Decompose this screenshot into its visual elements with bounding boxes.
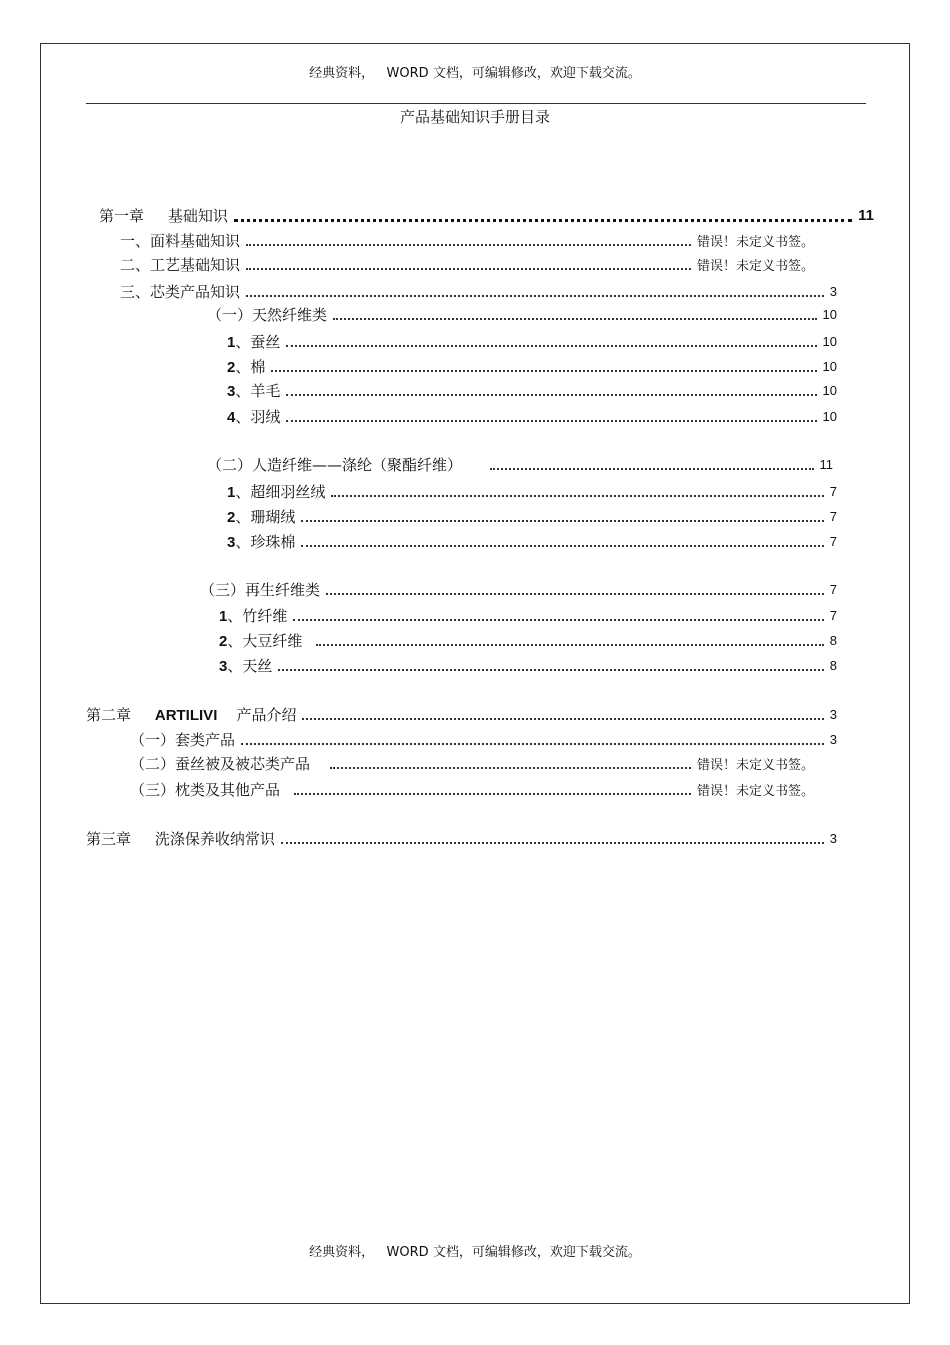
toc-entry-pillow-products[interactable] — [130, 778, 814, 800]
leader-dots — [246, 244, 691, 246]
entry-number: 3 — [227, 382, 236, 400]
leader-dots — [331, 495, 823, 497]
toc-entry-tencel[interactable] — [219, 654, 837, 676]
leader-dots — [241, 743, 824, 745]
leader-dots — [301, 520, 823, 522]
entry-label: （三）枕类及其他产品 — [130, 780, 281, 799]
entry-number: 1 — [227, 333, 236, 351]
entry-number: 1 — [219, 607, 228, 625]
toc-entry-set-products[interactable] — [130, 728, 837, 750]
chapter-number: 第二章 — [86, 705, 132, 724]
page-number: 错误！未定义书签。 — [696, 757, 814, 773]
toc-entry-core-products[interactable] — [120, 280, 837, 302]
entry-label: 、羽绒 — [235, 407, 281, 426]
page-number: 10 — [822, 306, 837, 322]
chapter-title: 洗涤保养收纳常识 — [154, 829, 275, 848]
leader-dots — [246, 268, 691, 270]
entry-label: 一、面料基础知识 — [120, 231, 241, 250]
page-number: 10 — [822, 333, 837, 349]
page-title: 产品基础知识手册目录 — [399, 108, 550, 126]
page-number: 7 — [829, 607, 837, 623]
chapter-number: 第三章 — [86, 829, 132, 848]
toc-entry-fabric-basics[interactable] — [120, 229, 814, 251]
entry-number: 2 — [219, 632, 228, 650]
leader-dots — [316, 644, 823, 646]
entry-number: 3 — [219, 657, 228, 675]
leader-dots — [271, 370, 816, 372]
entry-label: （一）天然纤维类 — [207, 305, 328, 324]
page-number: 3 — [829, 283, 837, 299]
entry-number: 3 — [227, 533, 236, 551]
page-number: 7 — [829, 483, 837, 499]
page-footer: 经典资料， WORD 文档，可编辑修改，欢迎下载交流。 — [309, 1245, 641, 1260]
page-number: 7 — [829, 533, 837, 549]
leader-dots — [333, 318, 817, 320]
leader-dots — [278, 669, 823, 671]
page-number: 错误！未定义书签。 — [696, 783, 814, 799]
chapter-title: 基础知识 — [167, 206, 228, 225]
leader-dots — [286, 345, 816, 347]
entry-label: 、珊瑚绒 — [235, 507, 296, 526]
header-rule — [86, 103, 866, 104]
leader-dots — [293, 619, 823, 621]
toc-entry-down[interactable] — [227, 405, 837, 427]
entry-label: （一）套类产品 — [130, 730, 236, 749]
leader-dots — [330, 767, 691, 769]
leader-dots — [301, 545, 823, 547]
entry-label: 、珍珠棉 — [235, 532, 296, 551]
toc-entry-natural-fibers[interactable] — [207, 303, 837, 325]
page-number: 3 — [829, 830, 837, 846]
toc-entry-quilt-products[interactable] — [130, 752, 814, 774]
page-number: 11 — [819, 456, 833, 472]
chapter-number: 第一章 — [99, 206, 145, 225]
toc-entry-wool[interactable] — [227, 379, 837, 401]
page-number: 10 — [822, 382, 837, 398]
page-number: 7 — [829, 581, 837, 597]
page-header: 经典资料， WORD 文档，可编辑修改，欢迎下载交流。 — [309, 66, 641, 81]
leader-dots — [490, 468, 813, 470]
page-number: 10 — [822, 408, 837, 424]
toc-entry-silk[interactable] — [227, 330, 837, 352]
toc-entry-synthetic-fibers[interactable] — [207, 453, 833, 475]
entry-number: 2 — [227, 508, 236, 526]
leader-dots — [294, 793, 691, 795]
toc-entry-coral-fleece[interactable] — [227, 505, 837, 527]
page-number: 7 — [829, 508, 837, 524]
toc-entry-chapter-3[interactable] — [86, 827, 837, 849]
leader-dots — [286, 394, 816, 396]
leader-dots — [234, 219, 852, 222]
toc-entry-microfiber-down[interactable] — [227, 480, 837, 502]
brand-name: ARTILIVI — [154, 706, 218, 724]
entry-label: （二）蚕丝被及被芯类产品 — [130, 754, 311, 773]
page-number: 错误！未定义书签。 — [696, 234, 814, 250]
entry-number: 4 — [227, 408, 236, 426]
toc-entry-chapter-2[interactable] — [86, 703, 837, 725]
page-number: 11 — [858, 206, 874, 224]
leader-dots — [246, 295, 824, 297]
page-number: 10 — [822, 358, 837, 374]
toc-entry-pearl-cotton[interactable] — [227, 530, 837, 552]
entry-label: 、大豆纤维 — [227, 631, 303, 650]
entry-label: 、棉 — [235, 357, 266, 376]
entry-label: （三）再生纤维类 — [200, 580, 321, 599]
entry-label: 、羊毛 — [235, 381, 281, 400]
leader-dots — [286, 420, 816, 422]
entry-number: 1 — [227, 483, 236, 501]
page-number: 3 — [829, 706, 837, 722]
toc-entry-cotton[interactable] — [227, 355, 837, 377]
entry-label: （二）人造纤维——涤纶（聚酯纤维） — [207, 455, 463, 474]
entry-label: 、超细羽丝绒 — [235, 482, 326, 501]
entry-label: 三、芯类产品知识 — [120, 282, 241, 301]
toc-entry-chapter-1[interactable] — [99, 204, 874, 226]
leader-dots — [326, 593, 824, 595]
toc-entry-soybean-fiber[interactable] — [219, 629, 837, 651]
page-number: 3 — [829, 731, 837, 747]
leader-dots — [302, 718, 823, 720]
entry-label: 、蚕丝 — [235, 332, 281, 351]
page-number: 8 — [829, 632, 837, 648]
toc-entry-bamboo-fiber[interactable] — [219, 604, 837, 626]
entry-label: 二、工艺基础知识 — [120, 255, 241, 274]
entry-number: 2 — [227, 358, 236, 376]
toc-entry-regenerated-fibers[interactable] — [200, 578, 837, 600]
entry-label: 、天丝 — [227, 656, 273, 675]
entry-label: 、竹纤维 — [227, 606, 288, 625]
toc-entry-craft-basics[interactable] — [120, 253, 814, 275]
leader-dots — [281, 842, 824, 844]
chapter-title: 产品介绍 — [236, 705, 297, 724]
page-number: 8 — [829, 657, 837, 673]
page-number: 错误！未定义书签。 — [696, 258, 814, 274]
